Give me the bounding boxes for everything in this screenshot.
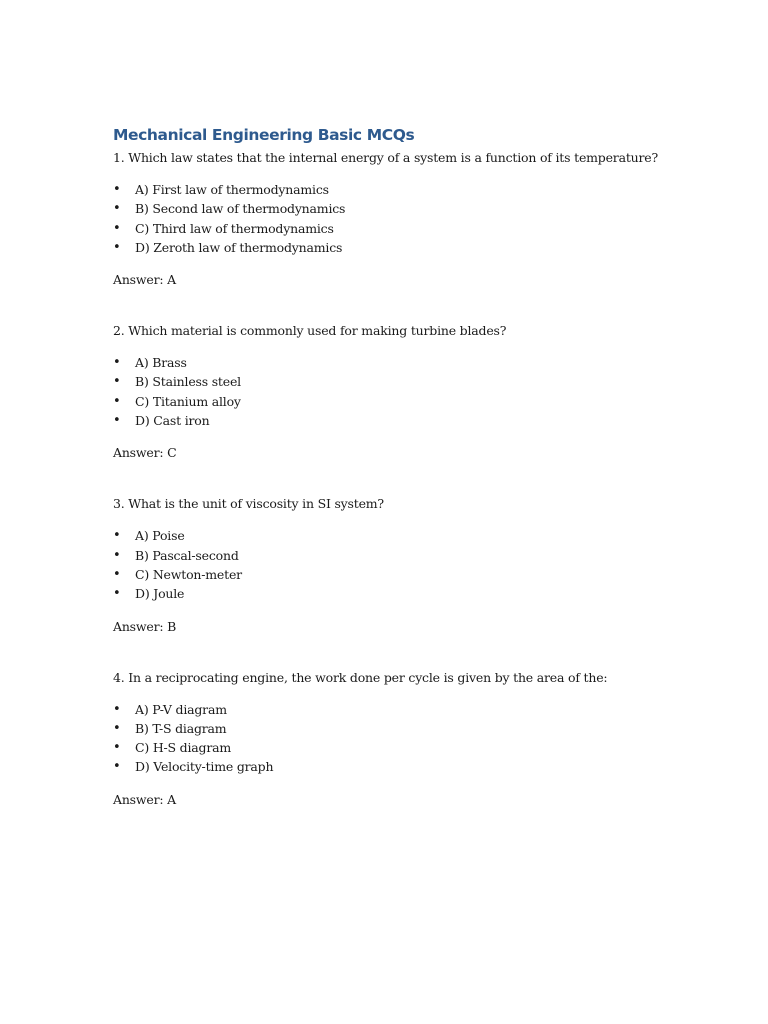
question-text: 4. In a reciprocating engine, the work done per cycle is given by the area of the: <box>113 669 608 685</box>
option-item <box>113 584 693 603</box>
bullet-icon: • <box>113 586 121 602</box>
options-list <box>113 526 693 603</box>
document-page <box>113 124 693 810</box>
answer-text: Answer: B <box>113 618 177 634</box>
bullet-icon: • <box>113 201 121 217</box>
option-item <box>113 372 693 391</box>
bullet-icon: • <box>113 220 121 236</box>
option-label: C) Titanium alloy <box>135 393 241 409</box>
answer-text: Answer: A <box>113 272 176 288</box>
bullet-icon: • <box>113 374 121 390</box>
option-item <box>113 526 693 545</box>
option-label: B) Second law of thermodynamics <box>135 201 346 217</box>
option-item <box>113 565 693 584</box>
question-block-4 <box>113 668 693 810</box>
option-label: B) T-S diagram <box>135 720 227 736</box>
option-item <box>113 219 693 238</box>
bullet-icon: • <box>113 701 121 717</box>
option-label: A) Brass <box>135 355 187 371</box>
option-label: D) Joule <box>135 586 185 602</box>
option-label: A) Poise <box>135 528 185 544</box>
option-item <box>113 738 693 757</box>
options-list <box>113 353 693 430</box>
bullet-icon: • <box>113 528 121 544</box>
bullet-icon: • <box>113 393 121 409</box>
option-item <box>113 546 693 565</box>
option-item <box>113 199 693 218</box>
page-title: Mechanical Engineering Basic MCQs <box>113 126 415 144</box>
bullet-icon: • <box>113 566 121 582</box>
option-item <box>113 719 693 738</box>
option-label: D) Velocity-time graph <box>135 759 274 775</box>
bullet-icon: • <box>113 239 121 255</box>
bullet-icon: • <box>113 182 121 197</box>
answer-text: Answer: C <box>113 445 177 461</box>
bullet-icon: • <box>113 413 121 429</box>
option-label: C) Third law of thermodynamics <box>135 220 334 236</box>
bullet-icon: • <box>113 355 121 371</box>
question-block-1 <box>113 148 693 290</box>
option-label: C) H-S diagram <box>135 740 232 756</box>
option-item <box>113 392 693 411</box>
bullet-icon: • <box>113 759 121 775</box>
options-list <box>113 180 693 257</box>
question-text: 1. Which law states that the internal energy of a system is a function of its temperature? <box>113 150 658 165</box>
bullet-icon: • <box>113 720 121 736</box>
question-text: 2. Which material is commonly used for making turbine blades? <box>113 323 507 339</box>
option-label: D) Cast iron <box>135 413 210 429</box>
option-label: D) Zeroth law of thermodynamics <box>135 239 343 255</box>
option-label: B) Pascal-second <box>135 547 239 563</box>
question-block-3 <box>113 494 693 636</box>
option-label: A) P-V diagram <box>135 701 227 717</box>
option-label: B) Stainless steel <box>135 374 241 390</box>
option-item <box>113 700 693 719</box>
question-block-2 <box>113 321 693 463</box>
question-text: 3. What is the unit of viscosity in SI system? <box>113 496 384 512</box>
option-item <box>113 180 693 199</box>
bullet-icon: • <box>113 740 121 756</box>
option-item <box>113 411 693 430</box>
answer-text: Answer: A <box>113 791 176 807</box>
option-label: C) Newton-meter <box>135 566 242 582</box>
option-item <box>113 353 693 372</box>
bullet-icon: • <box>113 547 121 563</box>
option-item <box>113 238 693 257</box>
option-label: A) First law of thermodynamics <box>135 182 329 197</box>
options-list <box>113 700 693 777</box>
option-item <box>113 757 693 776</box>
